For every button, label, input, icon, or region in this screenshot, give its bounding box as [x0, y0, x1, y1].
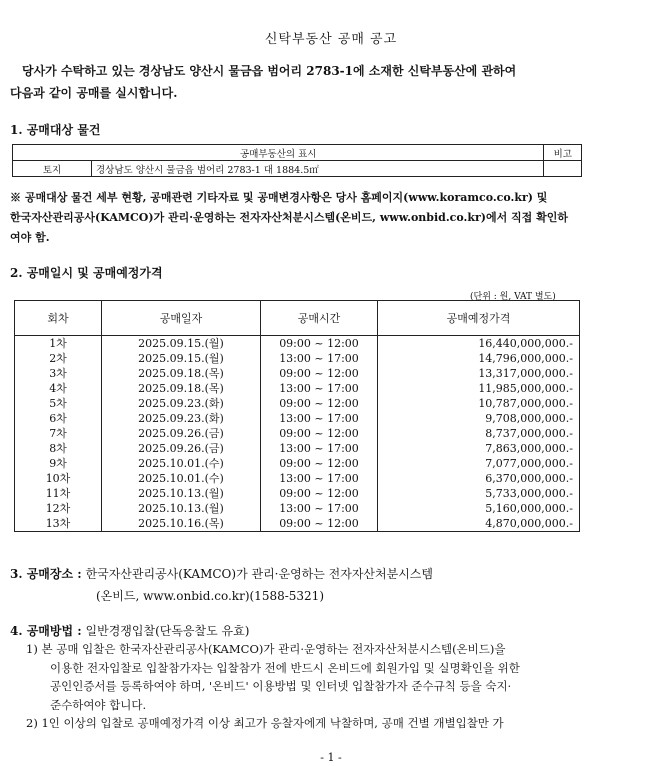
header-display: 공매부동산의 표시: [13, 145, 544, 161]
section4-text: 일반경쟁입찰(단독응찰도 유효): [85, 624, 250, 638]
notice-line: ※ 공매대상 물건 세부 현황, 공매관련 기타자료 및 공매변경사항은 당사 홈페이지(www.koramco.co.kr) 및: [10, 191, 548, 204]
schedule-row: [15, 516, 580, 532]
round: 9차: [15, 456, 102, 471]
intro-paragraph: [10, 60, 650, 104]
time: 13:00 ~ 17:00: [261, 381, 378, 396]
round: 11차: [15, 486, 102, 501]
section3: [10, 563, 433, 607]
schedule-row: [15, 336, 580, 352]
date: 2025.09.26.(금): [102, 441, 261, 456]
schedule-row: [15, 441, 580, 456]
round: 12차: [15, 501, 102, 516]
unit-note: (단위 : 원, VAT 별도): [470, 292, 556, 302]
time: 09:00 ~ 12:00: [261, 366, 378, 381]
round: 7차: [15, 426, 102, 441]
col-price: 공매예정가격: [378, 301, 580, 336]
date: 2025.10.13.(월): [102, 501, 261, 516]
time: 13:00 ~ 17:00: [261, 351, 378, 366]
price: 16,440,000,000.-: [378, 336, 580, 352]
date: 2025.09.18.(목): [102, 381, 261, 396]
round: 5차: [15, 396, 102, 411]
price: 10,787,000,000.-: [378, 396, 580, 411]
property-note: [544, 161, 582, 177]
notice-paragraph: [10, 188, 650, 248]
intro-line: 다음과 같이 공매를 실시합니다.: [10, 86, 178, 100]
round: 6차: [15, 411, 102, 426]
property-table-header: [13, 145, 582, 161]
notice-line: 한국자산관리공사(KAMCO)가 관리·운영하는 전자자산처분시스템(온비드, www.onbid.co.kr)에서 직접 확인하: [10, 211, 569, 224]
date: 2025.09.26.(금): [102, 426, 261, 441]
round: 8차: [15, 441, 102, 456]
schedule-row: [15, 381, 580, 396]
round: 3차: [15, 366, 102, 381]
round: 2차: [15, 351, 102, 366]
price: 7,077,000,000.-: [378, 456, 580, 471]
notice-line: 여야 함.: [10, 231, 50, 244]
round: 10차: [15, 471, 102, 486]
page-number: - 1 -: [320, 751, 342, 764]
date: 2025.09.23.(화): [102, 396, 261, 411]
intro-line: 당사가 수탁하고 있는 경상남도 양산시 물금읍 범어리 2783-1에 소재한 신탁부동산에 관하여: [10, 64, 517, 78]
time: 13:00 ~ 17:00: [261, 471, 378, 486]
price: 5,160,000,000.-: [378, 501, 580, 516]
time: 13:00 ~ 17:00: [261, 411, 378, 426]
property-row: [13, 161, 582, 177]
price: 8,737,000,000.-: [378, 426, 580, 441]
time: 09:00 ~ 12:00: [261, 486, 378, 501]
time: 09:00 ~ 12:00: [261, 426, 378, 441]
price: 11,985,000,000.-: [378, 381, 580, 396]
price: 7,863,000,000.-: [378, 441, 580, 456]
property-table: [12, 144, 582, 177]
price: 6,370,000,000.-: [378, 471, 580, 486]
price: 9,708,000,000.-: [378, 411, 580, 426]
schedule-row: [15, 411, 580, 426]
col-round: 회차: [15, 301, 102, 336]
round: 13차: [15, 516, 102, 532]
price: 5,733,000,000.-: [378, 486, 580, 501]
date: 2025.10.16.(목): [102, 516, 261, 532]
date: 2025.09.23.(화): [102, 411, 261, 426]
section4-list: [26, 640, 592, 733]
schedule-row: [15, 426, 580, 441]
schedule-row: [15, 456, 580, 471]
date: 2025.09.18.(목): [102, 366, 261, 381]
list-line: 2) 1인 이상의 입찰로 공매예정가격 이상 최고가 응찰자에게 낙찰하며, 공매 건별 개별입찰만 가: [26, 716, 504, 730]
time: 09:00 ~ 12:00: [261, 516, 378, 532]
schedule-row: [15, 501, 580, 516]
section1-heading: 1. 공매대상 물건: [10, 123, 101, 137]
schedule-row: [15, 396, 580, 411]
schedule-row: [15, 471, 580, 486]
section4-label: 4. 공매방법 :: [10, 624, 82, 638]
time: 09:00 ~ 12:00: [261, 336, 378, 352]
section3-text: 한국자산관리공사(KAMCO)가 관리·운영하는 전자자산처분시스템: [85, 567, 433, 581]
price: 14,796,000,000.-: [378, 351, 580, 366]
round: 1차: [15, 336, 102, 352]
document-title: 신탁부동산 공매 공고: [264, 32, 398, 47]
time: 09:00 ~ 12:00: [261, 396, 378, 411]
time: 09:00 ~ 12:00: [261, 456, 378, 471]
price: 13,317,000,000.-: [378, 366, 580, 381]
schedule-header: [15, 301, 580, 336]
time: 13:00 ~ 17:00: [261, 501, 378, 516]
col-date: 공매일자: [102, 301, 261, 336]
date: 2025.10.13.(월): [102, 486, 261, 501]
schedule-row: [15, 351, 580, 366]
date: 2025.10.01.(수): [102, 471, 261, 486]
date: 2025.10.01.(수): [102, 456, 261, 471]
list-line: 1) 본 공매 입찰은 한국자산관리공사(KAMCO)가 관리·운영하는 전자자산처분시스템(온비드)을: [26, 642, 506, 656]
round: 4차: [15, 381, 102, 396]
date: 2025.09.15.(월): [102, 351, 261, 366]
property-description: 경상남도 양산시 물금읍 범어리 2783-1 대 1884.5㎡: [92, 161, 544, 177]
header-note: 비고: [544, 145, 582, 161]
price: 4,870,000,000.-: [378, 516, 580, 532]
property-type: 토지: [13, 161, 92, 177]
list-line: 공인인증서를 등록하여야 하며, '온비드' 이용방법 및 인터넷 입찰참가자 준수규칙 등을 숙지·: [50, 679, 512, 693]
list-line: 준수하여야 합니다.: [50, 697, 147, 712]
list-line: 이용한 전자입찰로 입찰참가자는 입찰참가 전에 반드시 온비드에 회원가입 및 실명확인을 위한: [50, 660, 520, 675]
schedule-row: [15, 366, 580, 381]
col-time: 공매시간: [261, 301, 378, 336]
section3-text2: (온비드, www.onbid.co.kr)(1588-5321): [96, 589, 324, 603]
section2-heading: 2. 공매일시 및 공매예정가격: [10, 266, 163, 280]
date: 2025.09.15.(월): [102, 336, 261, 352]
schedule-row: [15, 486, 580, 501]
auction-schedule-table: [14, 300, 580, 532]
section4: [10, 622, 249, 639]
section3-label: 3. 공매장소 :: [10, 567, 82, 581]
time: 13:00 ~ 17:00: [261, 441, 378, 456]
